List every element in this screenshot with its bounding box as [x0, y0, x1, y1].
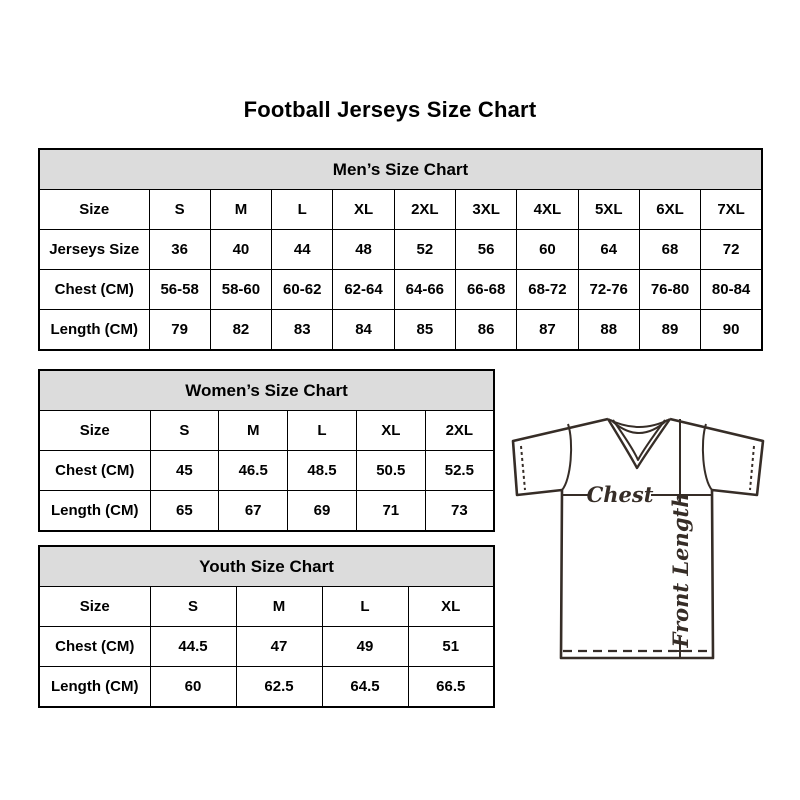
- jersey-outline: [513, 419, 763, 658]
- youth-table-title: Youth Size Chart: [39, 546, 494, 587]
- cell: 64-66: [394, 270, 455, 310]
- cell: 60: [517, 230, 578, 270]
- cell: 48: [333, 230, 394, 270]
- column-header-cell: 7XL: [701, 190, 762, 230]
- cell: 46.5: [219, 451, 288, 491]
- row-header-cell: Size: [39, 411, 150, 451]
- table-row: [39, 667, 494, 707]
- cell: 69: [288, 491, 357, 531]
- column-header-cell: 5XL: [578, 190, 639, 230]
- cell: 56-58: [149, 270, 210, 310]
- cell: 47: [236, 627, 322, 667]
- table-row: [39, 451, 494, 491]
- cell: 86: [455, 310, 516, 350]
- cell: 80-84: [701, 270, 762, 310]
- cell: 56: [455, 230, 516, 270]
- table-row: [39, 310, 762, 350]
- cell: 88: [578, 310, 639, 350]
- cell: 51: [408, 627, 494, 667]
- table-title-row: [39, 546, 494, 587]
- row-header-cell: Length (CM): [39, 667, 150, 707]
- row-header-cell: Chest (CM): [39, 451, 150, 491]
- cell: 65: [150, 491, 219, 531]
- column-header-cell: 4XL: [517, 190, 578, 230]
- cell: 60-62: [272, 270, 333, 310]
- table-row: [39, 230, 762, 270]
- cell: 52: [394, 230, 455, 270]
- column-header-cell: L: [322, 587, 408, 627]
- table-row: [39, 491, 494, 531]
- jersey-measurement-diagram: [505, 408, 771, 666]
- cell: 72: [701, 230, 762, 270]
- column-header-cell: L: [272, 190, 333, 230]
- column-header-cell: M: [236, 587, 322, 627]
- column-header-cell: S: [150, 411, 219, 451]
- table-row: [39, 190, 762, 230]
- cell: 73: [425, 491, 494, 531]
- row-header-cell: Jerseys Size: [39, 230, 149, 270]
- mens-table-title: Men’s Size Chart: [39, 149, 762, 190]
- mens-size-table: [38, 148, 763, 351]
- column-header-cell: XL: [408, 587, 494, 627]
- column-header-cell: 3XL: [455, 190, 516, 230]
- table-row: [39, 627, 494, 667]
- row-header-cell: Size: [39, 190, 149, 230]
- cell: 84: [333, 310, 394, 350]
- womens-table-title: Women’s Size Chart: [39, 370, 494, 411]
- cell: 90: [701, 310, 762, 350]
- cell: 82: [210, 310, 271, 350]
- row-header-cell: Size: [39, 587, 150, 627]
- cell: 71: [356, 491, 425, 531]
- cell: 79: [149, 310, 210, 350]
- cell: 66.5: [408, 667, 494, 707]
- cell: 49: [322, 627, 408, 667]
- cell: 52.5: [425, 451, 494, 491]
- cell: 64: [578, 230, 639, 270]
- cell: 62.5: [236, 667, 322, 707]
- column-header-cell: M: [210, 190, 271, 230]
- column-header-cell: M: [219, 411, 288, 451]
- cell: 45: [150, 451, 219, 491]
- jersey-diagram-illustration: [505, 408, 771, 666]
- row-header-cell: Chest (CM): [39, 270, 149, 310]
- cell: 64.5: [322, 667, 408, 707]
- row-header-cell: Chest (CM): [39, 627, 150, 667]
- chest-measure-label: Chest: [586, 482, 654, 507]
- cell: 62-64: [333, 270, 394, 310]
- cell: 50.5: [356, 451, 425, 491]
- cell: 67: [219, 491, 288, 531]
- table-title-row: [39, 370, 494, 411]
- cell: 58-60: [210, 270, 271, 310]
- front-length-measure-label: Front Length: [668, 492, 693, 648]
- cell: 83: [272, 310, 333, 350]
- cell: 72-76: [578, 270, 639, 310]
- cell: 76-80: [639, 270, 700, 310]
- column-header-cell: S: [149, 190, 210, 230]
- cell: 40: [210, 230, 271, 270]
- cell: 66-68: [455, 270, 516, 310]
- column-header-cell: 2XL: [394, 190, 455, 230]
- cell: 68-72: [517, 270, 578, 310]
- table-row: [39, 411, 494, 451]
- cell: 87: [517, 310, 578, 350]
- cell: 89: [639, 310, 700, 350]
- cell: 36: [149, 230, 210, 270]
- column-header-cell: XL: [333, 190, 394, 230]
- cell: 44.5: [150, 627, 236, 667]
- cell: 48.5: [288, 451, 357, 491]
- row-header-cell: Length (CM): [39, 491, 150, 531]
- cell: 68: [639, 230, 700, 270]
- cell: 60: [150, 667, 236, 707]
- column-header-cell: 6XL: [639, 190, 700, 230]
- cell: 85: [394, 310, 455, 350]
- page-title: Football Jerseys Size Chart: [243, 97, 537, 122]
- row-header-cell: Length (CM): [39, 310, 149, 350]
- column-header-cell: S: [150, 587, 236, 627]
- cell: 44: [272, 230, 333, 270]
- table-title-row: [39, 149, 762, 190]
- youth-size-table: [38, 545, 495, 708]
- column-header-cell: L: [288, 411, 357, 451]
- table-row: [39, 270, 762, 310]
- column-header-cell: XL: [356, 411, 425, 451]
- womens-size-table: [38, 369, 495, 532]
- column-header-cell: 2XL: [425, 411, 494, 451]
- table-row: [39, 587, 494, 627]
